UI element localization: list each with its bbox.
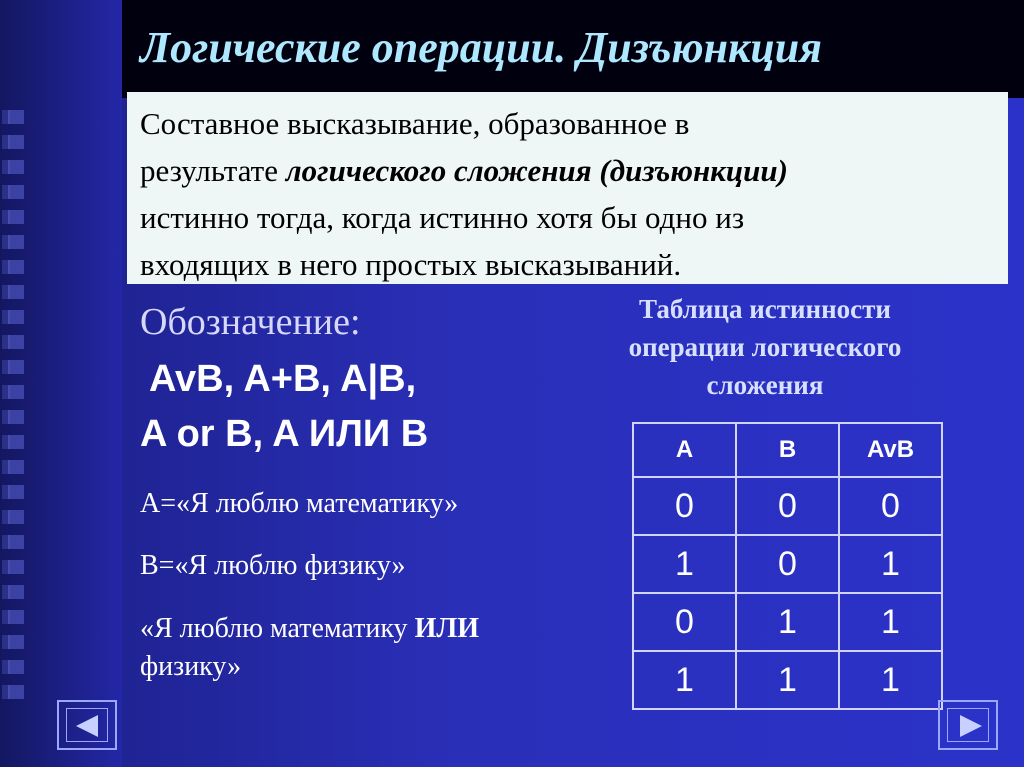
table-row <box>633 535 942 593</box>
table-cell: 1 <box>633 535 736 593</box>
example-compound <box>140 610 570 686</box>
table-cell: 0 <box>633 593 736 651</box>
example-b: B=«Я люблю физику» <box>140 550 406 581</box>
header-cell-b: B <box>736 423 839 477</box>
truth-table-header-row <box>633 423 942 477</box>
decor-squares <box>8 110 24 710</box>
notation-symbols-1: AvB, A+B, A|B, <box>149 358 417 400</box>
table-cell: 1 <box>736 593 839 651</box>
truth-table-caption: Таблица истинности операции логического сложения <box>628 294 902 400</box>
header-cell-a: A <box>633 423 736 477</box>
next-slide-button[interactable] <box>938 700 998 750</box>
definition-line-4: входящих в него простых высказываний. <box>140 247 682 282</box>
notation-label: Обозначение: <box>140 301 361 343</box>
table-cell: 0 <box>736 477 839 535</box>
left-decor-strip <box>0 0 122 767</box>
definition-term: логического сложения (дизъюнкции) <box>285 153 788 188</box>
table-cell: 1 <box>839 593 942 651</box>
prev-slide-button[interactable] <box>57 700 117 750</box>
table-cell: 1 <box>736 651 839 709</box>
triangle-left-icon <box>76 715 98 737</box>
triangle-right-icon <box>960 715 982 737</box>
table-cell: 1 <box>839 535 942 593</box>
example-compound-suffix: физику» <box>140 651 242 682</box>
example-compound-prefix: «Я люблю математику <box>140 613 415 644</box>
table-row <box>633 477 942 535</box>
truth-table <box>632 422 943 710</box>
table-cell: 0 <box>736 535 839 593</box>
notation-symbols-2: A or B, A ИЛИ B <box>140 413 429 455</box>
example-a: A=«Я люблю математику» <box>140 488 459 519</box>
table-cell: 0 <box>633 477 736 535</box>
definition-line-3: истинно тогда, когда истинно хотя бы одно из <box>140 200 745 235</box>
table-cell: 1 <box>633 651 736 709</box>
slide-title: Логические операции. Дизъюнкция <box>140 23 822 72</box>
table-row <box>633 651 942 709</box>
definition-box <box>127 92 1008 284</box>
table-cell: 0 <box>839 477 942 535</box>
definition-line-1: Составное высказывание, образованное в <box>140 106 690 141</box>
decor-squares-small <box>2 110 10 710</box>
example-compound-or: ИЛИ <box>414 613 479 644</box>
table-cell: 1 <box>839 651 942 709</box>
header-cell-avb: AvB <box>839 423 942 477</box>
definition-line-2-prefix: результате <box>140 153 286 188</box>
table-row <box>633 593 942 651</box>
definition-line-2 <box>140 147 998 194</box>
